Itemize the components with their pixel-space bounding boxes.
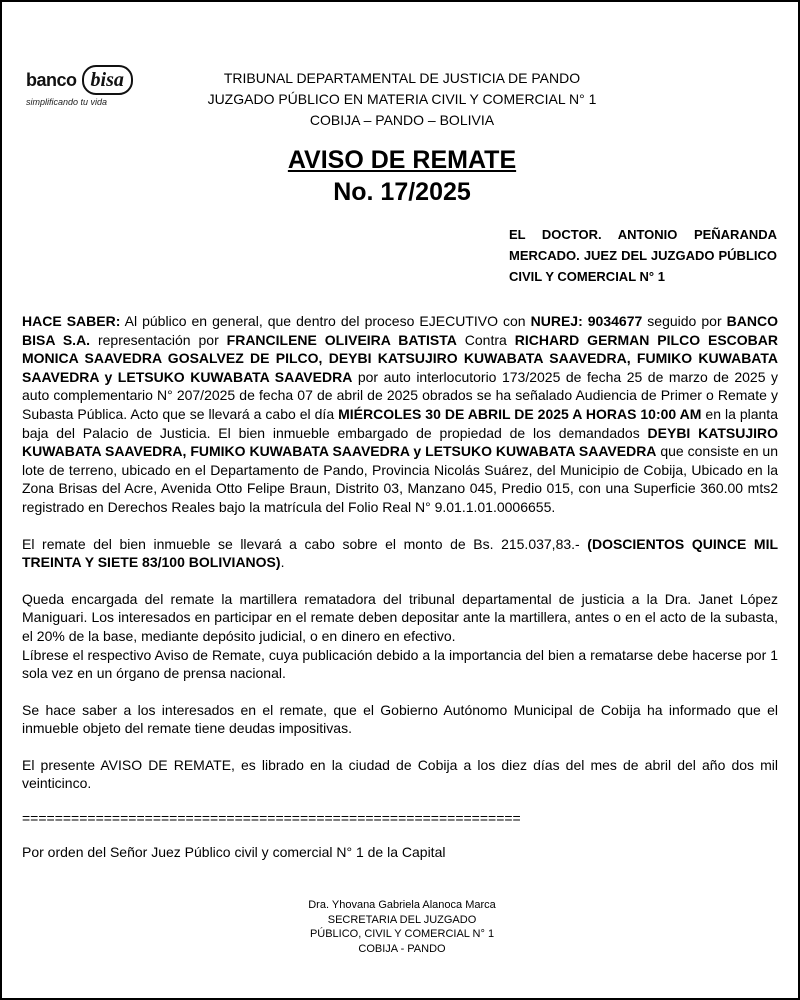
title-number: No. 17/2025 <box>333 178 471 206</box>
p1-text-5: por auto interlocutorio 173/2025 de fecha 25 de marzo de 2025 y auto complementario N° 207/2025 de fecha 07 de abril de 2025 obrados se ha señalado Audiencia de Primer o Remate y Subasta Pública. Acto que se llevará a cabo el día <box>22 368 779 422</box>
property-owners: DEYBI KATSUJIRO KUWABATA SAAVEDRA, FUMIKO KUWABATA SAAVEDRA y LETSUKO KUWABATA SAAVEDRA <box>22 424 778 460</box>
defendants: RICHARD GERMAN PILCO ESCOBAR MONICA SAAVEDRA GOSALVEZ DE PILCO, DEYBI KATSUJIRO KUWABATA SAAVEDRA, FUMIKO KUWABATA SAAVEDRA y LETSUKO KUWABATA SAAVEDRA <box>22 331 778 385</box>
p2-text-1: El remate del bien inmueble se llevará a cabo sobre el monto de Bs. 215.037,83.- <box>22 535 588 552</box>
hace-saber-label: HACE SABER: <box>22 313 121 329</box>
plaintiff: BANCO BISA S.A. <box>22 313 778 348</box>
paragraph-publication: Líbrese el respectivo Aviso de Remate, cuya publicación debido a la importancia del bien a rematarse debe hacerse por 1 sola vez en un órgano de prensa nacional. <box>22 646 778 682</box>
signature-line-4: COBIJA - PANDO <box>358 942 446 955</box>
auction-date: MIÉRCOLES 30 DE ABRIL DE 2025 A HORAS 10:00 AM <box>338 405 702 422</box>
order-line: Por orden del Señor Juez Público civil y comercial N° 1 de la Capital <box>22 844 446 861</box>
amount-words: (DOSCIENTOS QUINCE MIL TREINTA Y SIETE 83/100 BOLIVIANOS) <box>22 535 779 571</box>
p1-text-2: seguido por <box>642 313 727 329</box>
paragraph-issued: El presente AVISO DE REMATE, es librado en la ciudad de Cobija a los diez días del mes de abril del año dos mil veinticinco. <box>22 756 778 792</box>
title-main: AVISO DE REMATE <box>287 146 517 174</box>
notice-body <box>22 312 778 862</box>
paragraph-amount <box>22 535 778 572</box>
p1-text-3: representación por <box>90 331 227 348</box>
header-line-2: JUZGADO PÚBLICO EN MATERIA CIVIL Y COMERCIAL N° 1 <box>207 91 597 107</box>
header-line-3: COBIJA – PANDO – BOLIVIA <box>309 112 495 128</box>
judge-statement: EL DOCTOR. ANTONIO PEÑARANDA MERCADO. JUEZ DEL JUZGADO PÚBLICO CIVIL Y COMERCIAL N° 1 <box>509 227 777 284</box>
paragraph-taxes: Se hace saber a los interesados en el remate, que el Gobierno Autónomo Municipal de Cobija ha informado que el inmueble objeto del remate tiene deudas impositivas. <box>22 701 778 737</box>
signature-name: Dra. Yhovana Gabriela Alanoca Marca <box>308 899 496 911</box>
p2-text-2: . <box>280 554 285 571</box>
court-header <box>152 68 652 131</box>
p1-text-4: Contra <box>456 331 515 348</box>
separator-line: ============================================================= <box>22 810 521 827</box>
p1-text-1: Al público en general, que dentro del proceso EJECUTIVO con <box>120 313 531 329</box>
representative: FRANCILENE OLIVEIRA BATISTA <box>226 331 457 348</box>
logo-brand: bisa <box>82 65 133 95</box>
paragraph-hace-saber <box>22 312 778 517</box>
notice-title <box>2 144 800 208</box>
p1-text-7: que consiste en un lote de terreno, ubicado en el Departamento de Pando, Provincia Nicolás Suárez, del Municipio de Cobija, Ubicado en la Zona Brisas del Acre, Avenida Otto Felipe Braun, Distrito 03, Manzano 045, Predio 015, con una Superficie 360.00 mts2 registrado en Derechos Reales bajo la matrícula del Folio Real N° 9.01.1.01.0006655. <box>22 443 778 515</box>
logo-word: banco <box>26 69 77 90</box>
signature-line-3: PÚBLICO, CIVIL Y COMERCIAL N° 1 <box>309 928 495 940</box>
paragraph-auctioneer: Queda encargada del remate la martillera rematadora del tribunal departamental de justicia a la Dra. Janet López Maniguari. Los interesados en participar en el remate deben depositar ante la martillera, antes o en el acto de la subasta, el 20% de la base, mediante depósito judicial, o en dinero en efectivo. <box>22 590 778 644</box>
header-line-1: TRIBUNAL DEPARTAMENTAL DE JUSTICIA DE PANDO <box>223 70 581 86</box>
signature-line-2: SECRETARIA DEL JUZGADO <box>327 913 477 926</box>
p1-text-6: en la planta baja del Palacio de Justicia. El bien inmueble embargado de propiedad de los demandados <box>22 405 778 441</box>
banco-bisa-logo <box>26 64 141 114</box>
logo-tagline: simplificando tu vida <box>26 97 108 107</box>
nurej: NUREJ: 9034677 <box>530 313 643 329</box>
signature-block <box>202 898 602 956</box>
